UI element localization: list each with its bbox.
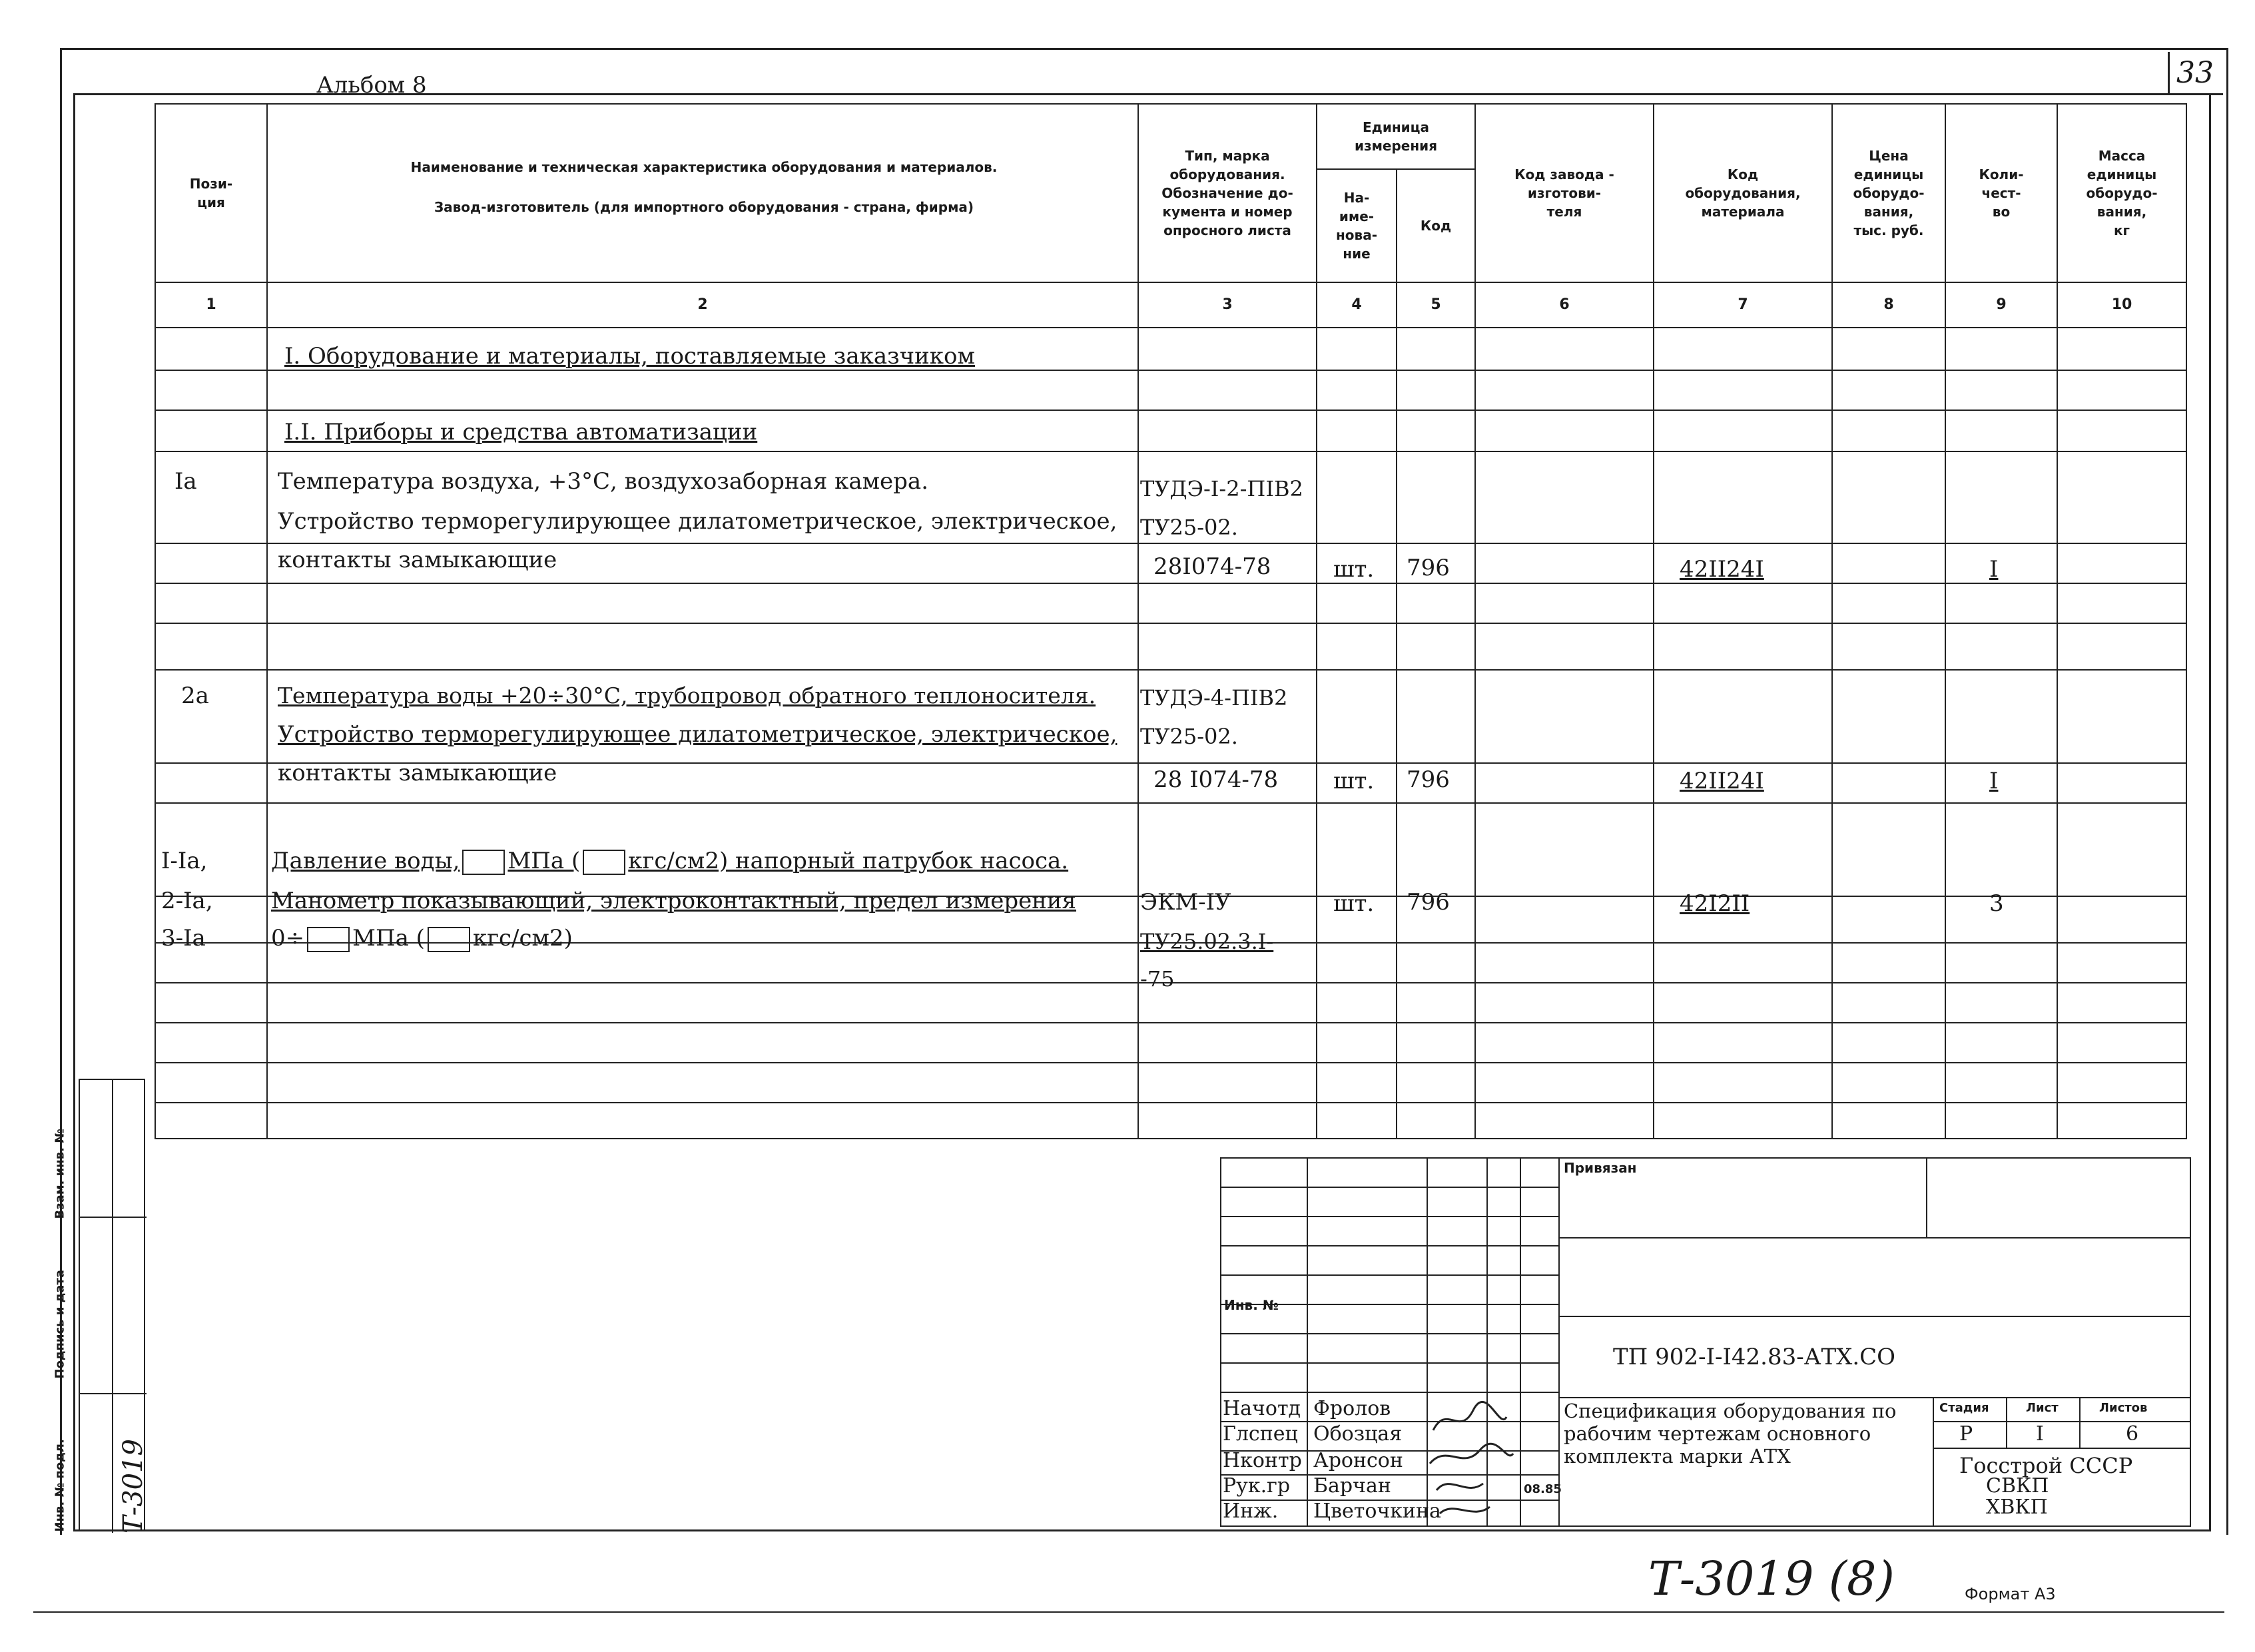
row-qty: I [1989,768,1999,794]
rev-hline [1220,1245,1560,1246]
row-eq: 42I2II [1680,890,1750,917]
role-label: Начотд [1223,1397,1301,1420]
header-name-line2: Завод-изготовитель (для импортного оборудования - страна, фирма) [434,199,974,215]
row-qty: 3 [1989,890,2004,917]
row-name-part: Давление воды, [271,848,460,874]
hline [155,623,2187,624]
row-unit: шт. [1333,890,1375,917]
header-unit-group: Единица измерения [1316,103,1476,170]
side-stamp-hline [80,1393,147,1394]
vline-4 [1396,327,1397,1139]
signature-marks [1427,1390,1526,1523]
row-name: контакты замыкающие [278,547,557,573]
stage-vline [2079,1397,2081,1448]
row-eq: 42II24I [1680,768,1764,794]
header-equipment-code: Код оборудования, материала [1653,103,1833,283]
row-type: ЭКМ-IУ [1140,889,1231,916]
row-name-part: кгс/см2) напорный патрубок насоса. [628,848,1069,874]
vline-7 [1831,327,1833,1139]
col-num-9: 9 [1945,282,2058,328]
section-title-1: I. Оборудование и материалы, поставляемые заказчиком [284,343,975,370]
row-type: -75 [1140,966,1175,991]
hline [155,410,2187,411]
header-name [266,103,1139,283]
stage-vline [2006,1397,2007,1448]
header-unit-code: Код [1396,168,1476,283]
hline [155,1062,2187,1063]
row-name: Температура воды +20÷30°С, трубопровод обратного теплоносителя. [278,683,1096,708]
row-code: 796 [1407,889,1450,916]
privyazan-label: Привязан [1564,1160,1637,1176]
side-vzam-label: Взам. инв. № [53,1129,67,1219]
spec-table [155,103,2206,1142]
stage-hline [1933,1448,2191,1449]
header-price: Цена единицы оборудо- вания, тыс. руб. [1831,103,1946,283]
bottom-stamp: Т-3019 (8) [1648,1551,1895,1606]
row-type: ТУДЭ-I-2-ПIВ2 [1140,476,1303,501]
row-code: 796 [1407,766,1450,793]
section-title-1-1: I.I. Приборы и средства автоматизации [284,419,758,445]
col-num-5: 5 [1396,282,1476,328]
row-name-part: кгс/см2) [472,925,573,952]
side-inv-podl-label: Инв. № подл. [53,1439,67,1532]
sheets-label: Листов [2099,1401,2148,1415]
header-type: Тип, марка оборудования. Обозначение до- кумента и номер опросного листа [1137,103,1317,283]
rev-hline [1220,1362,1560,1364]
row-name [271,925,573,952]
row-type: 28I074-78 [1153,553,1271,580]
hline [155,370,2187,371]
album-label: Альбом 8 [316,72,427,99]
vline-8 [1945,327,1946,1139]
header-qty: Коли- чест- во [1945,103,2058,283]
stage-label: Стадия [1939,1401,1989,1415]
row-name: Устройство терморегулирующее дилатометрическое, электрическое, [278,721,1118,748]
sheet-number: 33 [2176,56,2214,90]
role-name: Аронсон [1313,1449,1403,1472]
row-pos: 2-Iа, [161,888,213,914]
col-num-1: 1 [155,282,268,328]
row-name-part: МПа ( [352,925,425,952]
header-pos: Пози- ция [155,103,268,283]
vline-1 [266,327,268,1139]
row-unit: шт. [1333,556,1375,583]
col-num-3: 3 [1137,282,1317,328]
row-eq: 42II24I [1680,556,1764,583]
col-num-8: 8 [1831,282,1946,328]
role-label: Нконтр [1223,1449,1302,1472]
blank-field-box [583,850,625,875]
row-type: 28 I074-78 [1153,766,1279,793]
role-label: Глспец [1223,1422,1298,1446]
col-num-10: 10 [2057,282,2187,328]
header-name-line1: Наименование и техническая характеристика оборудования и материалов. [410,159,998,175]
row-type: ТУДЭ-4-ПIВ2 [1140,685,1288,710]
header-mass: Масса единицы оборудо- вания, кг [2057,103,2187,283]
vline-5 [1474,327,1476,1139]
format-label: Формат А3 [1965,1585,2056,1603]
row-name: Температура воздуха, +3°С, воздухозаборная камера. [278,468,929,495]
row-type: ТУ25.02.3.I- [1140,929,1274,954]
role-name: Обозцая [1313,1422,1403,1446]
description: Спецификация оборудования по рабочим чертежам основного комплекта марки АТХ [1564,1400,1897,1468]
sheets-value: 6 [2126,1422,2139,1446]
row-code: 796 [1407,555,1450,581]
org-line-2: СВКП [1986,1474,2049,1498]
row-name: контакты замыкающие [278,760,557,786]
role-name: Цветочкина [1313,1500,1441,1523]
sheet-label: Лист [2026,1401,2059,1415]
col-num-2: 2 [266,282,1139,328]
role-name: Барчан [1313,1474,1391,1498]
col-num-7: 7 [1653,282,1833,328]
doc-code: ТП 902-I-I42.83-АТХ.СО [1613,1344,1896,1370]
org-line-1: Госстрой СССР [1959,1453,2133,1478]
rev-hline [1220,1274,1560,1276]
row-type: ТУ25-02. [1140,724,1238,749]
hline [155,1022,2187,1023]
row-pos: 3-Iа [161,925,206,952]
blank-field-box [307,927,350,952]
privyazan-divider [1926,1157,1927,1237]
stage-value: Р [1959,1422,1973,1446]
row-qty: I [1989,556,1999,583]
col-num-4: 4 [1316,282,1397,328]
vline-9 [2057,327,2058,1139]
header-factory-code: Код завода - изготови- теля [1474,103,1654,283]
side-stamp-hline [80,1217,147,1218]
sign-date: 08.85 [1524,1482,1562,1496]
header-unit-name: На- име- нова- ние [1316,168,1397,283]
hline [155,451,2187,452]
sheet-value: I [2036,1422,2044,1446]
vline-6 [1653,327,1654,1139]
side-inv-podl-value: Т-3019 [118,1439,149,1533]
blank-field-box [428,927,470,952]
row-name-part: МПа ( [507,848,581,874]
title-block [1220,1157,2192,1530]
vline-2 [1137,327,1139,1139]
row-name-part: 0÷ [271,925,305,952]
org-line-3: ХВКП [1986,1496,2048,1519]
hline [155,583,2187,584]
title-hline [1558,1237,2191,1239]
row-pos: Iа [174,468,197,495]
role-label: Инж. [1223,1500,1279,1523]
side-sign-date-label: Подпись и дата [53,1270,67,1379]
cut-line-bottom [33,1611,2224,1613]
rev-hline [1220,1187,1560,1188]
row-name: Устройство терморегулирующее дилатометрическое, электрическое, [278,508,1118,535]
rev-hline [1220,1333,1560,1334]
row-type: ТУ25-02. [1140,515,1238,540]
rev-vline [1307,1157,1308,1527]
role-label: Рук.гр [1223,1474,1291,1498]
hline [155,802,2187,804]
row-pos: I-Iа, [161,848,208,874]
side-stamp-divider [112,1080,113,1533]
row-name: Манометр показывающий, электроконтактный, предел измерения [271,888,1076,914]
vline-3 [1316,327,1317,1139]
row-name [271,848,1068,875]
col-num-6: 6 [1474,282,1654,328]
role-name: Фролов [1313,1397,1391,1420]
title-hline [1558,1316,2191,1317]
row-pos: 2а [181,683,209,709]
rev-hline [1220,1216,1560,1217]
hline [155,543,2187,544]
hline [155,1102,2187,1103]
blank-field-box [462,850,505,875]
inv-no-label: Инв. № [1224,1297,1279,1313]
hline [155,669,2187,671]
row-unit: шт. [1333,768,1375,794]
